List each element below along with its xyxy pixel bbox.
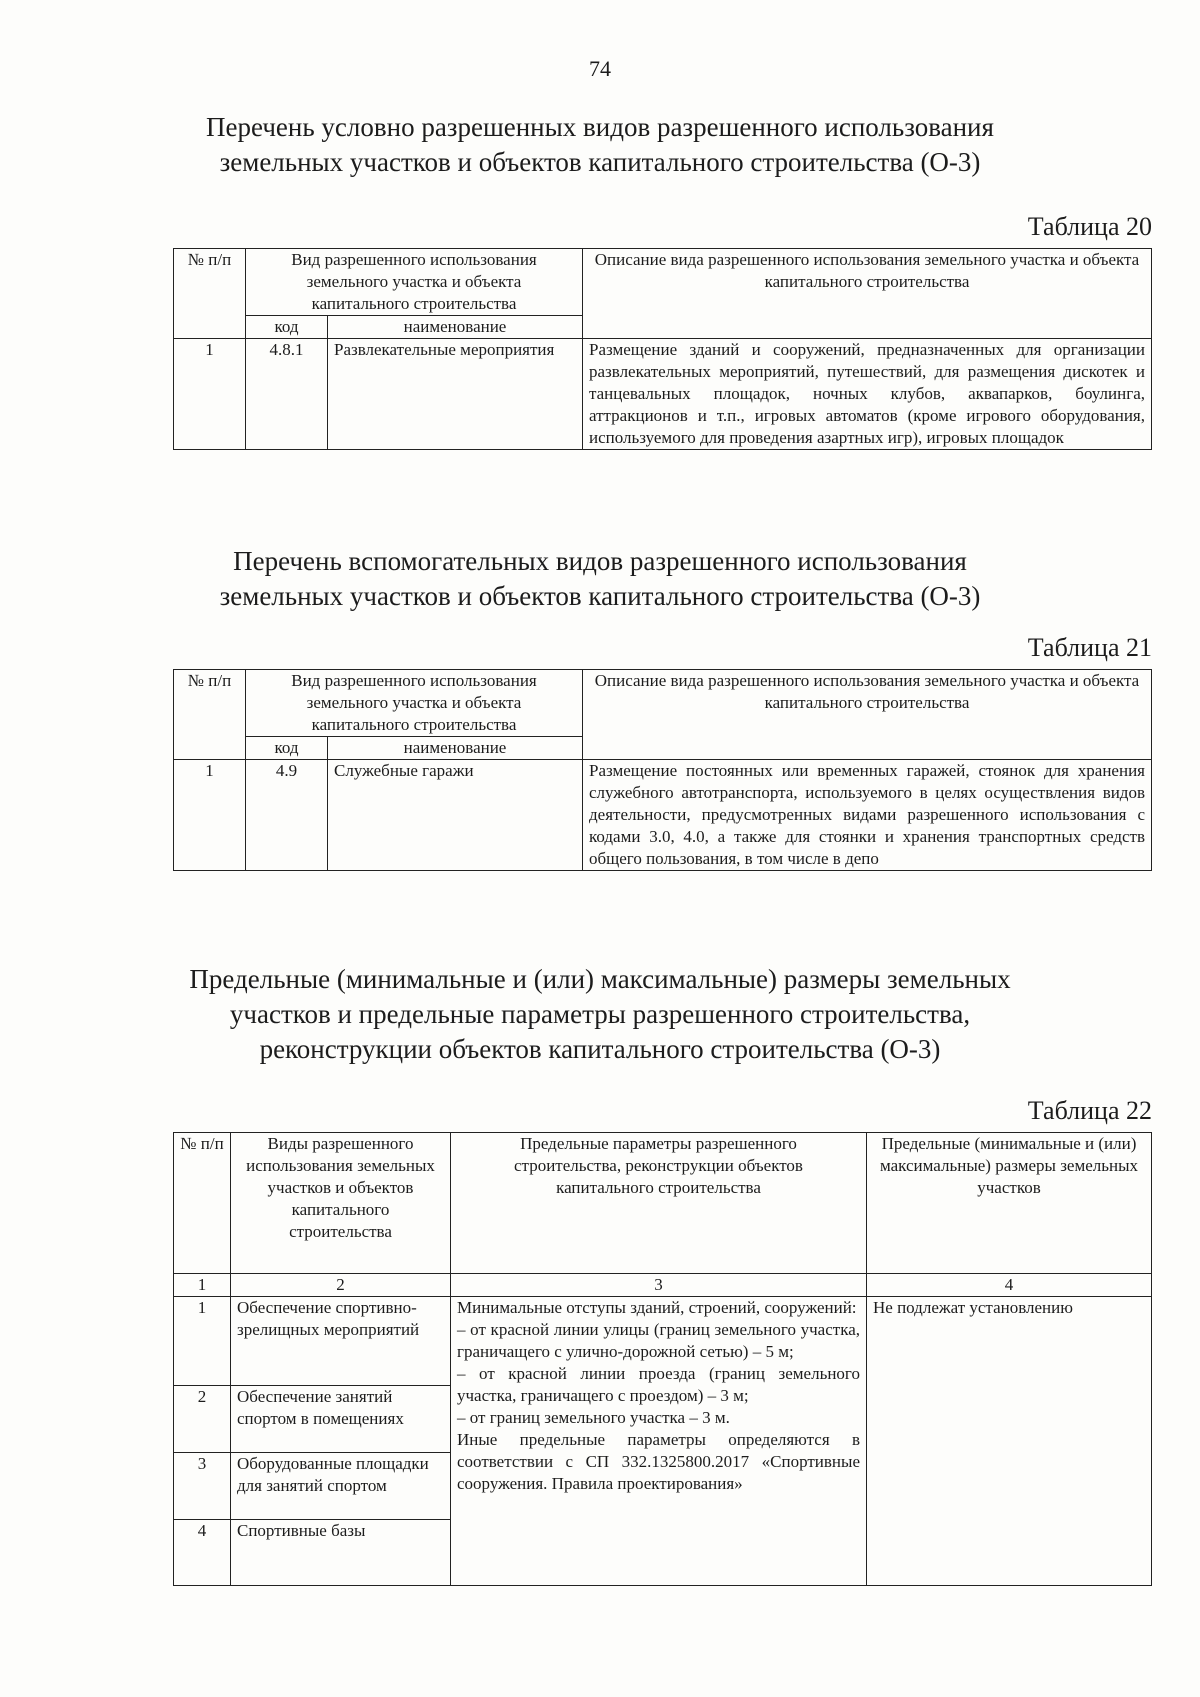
params-item: – от красной линии проезда (границ земельного участка, граничащего с проездом) – 3 м; bbox=[457, 1364, 860, 1405]
header-kinds: Виды разрешенного использования земельных участков и объектов капитального строительства bbox=[231, 1133, 451, 1274]
row-kind: Обеспечение спортивно-зрелищных мероприятий bbox=[231, 1297, 451, 1386]
header-sizes: Предельные (минимальные и (или) максимальные) размеры земельных участков bbox=[867, 1133, 1152, 1274]
row-num: 1 bbox=[174, 1297, 231, 1386]
row-code: 4.8.1 bbox=[246, 339, 328, 450]
column-numbers-row bbox=[174, 1274, 1152, 1297]
header-code: код bbox=[246, 316, 328, 339]
section-title-line: земельных участков и объектов капитального строительства (О-3) bbox=[219, 147, 981, 177]
row-kind: Спортивные базы bbox=[231, 1520, 451, 1586]
section-title-line: земельных участков и объектов капитального строительства (О-3) bbox=[219, 581, 981, 611]
section-title-limits bbox=[120, 962, 1080, 1067]
params-note: Иные предельные параметры определяются в соответствии с СП 332.1325800.2017 «Спортивные сооружения. Правила проектирования» bbox=[457, 1430, 860, 1493]
column-number: 4 bbox=[867, 1274, 1152, 1297]
row-description: Размещение постоянных или временных гаражей, стоянок для хранения служебного автотранспорта, используемого в целях осуществления видов деятельности, предусмотренных видами разрешенного использования с кодами 3.0, 4.0, а также для стоянки и хранения транспортных средств общего пользования, в том числе в депо bbox=[583, 760, 1152, 871]
section-title-line: Предельные (минимальные и (или) максимальные) размеры земельных bbox=[189, 964, 1011, 994]
row-num: 4 bbox=[174, 1520, 231, 1586]
section-title-conditional-uses bbox=[120, 110, 1080, 180]
header-kind: Вид разрешенного использования земельного участка и объекта капитального строительства bbox=[246, 670, 583, 737]
row-num: 2 bbox=[174, 1386, 231, 1453]
section-title-auxiliary-uses bbox=[120, 544, 1080, 614]
row-num: 3 bbox=[174, 1453, 231, 1520]
table-row bbox=[174, 339, 1152, 450]
header-num: № п/п bbox=[174, 1133, 231, 1274]
section-title-line: Перечень вспомогательных видов разрешенного использования bbox=[233, 546, 967, 576]
table-row bbox=[174, 1297, 1152, 1386]
column-number: 3 bbox=[451, 1274, 867, 1297]
params-item: – от красной линии улицы (границ земельного участка, граничащего с улично-дорожной сетью) – 5 м; bbox=[457, 1320, 860, 1361]
header-name: наименование bbox=[328, 737, 583, 760]
table-21 bbox=[173, 669, 1152, 871]
section-title-line: реконструкции объектов капитального строительства (О-3) bbox=[259, 1034, 941, 1064]
header-num: № п/п bbox=[174, 249, 246, 339]
column-number: 2 bbox=[231, 1274, 451, 1297]
header-description: Описание вида разрешенного использования земельного участка и объекта капитального строительства bbox=[583, 670, 1152, 760]
table-caption: Таблица 20 bbox=[1027, 212, 1152, 241]
row-description: Размещение зданий и сооружений, предназначенных для организации развлекательных мероприятий, путешествий, для размещения дискотек и танцевальных площадок, ночных клубов, аквапарков, боулинга, аттракционов и т.п., игровых автоматов (кроме игрового оборудования, используемого для проведения азартных игр), игровых площадок bbox=[583, 339, 1152, 450]
header-name: наименование bbox=[328, 316, 583, 339]
table-caption: Таблица 21 bbox=[1027, 633, 1152, 662]
params-item: – от границ земельного участка – 3 м. bbox=[457, 1408, 730, 1427]
header-num: № п/п bbox=[174, 670, 246, 760]
table-22 bbox=[173, 1132, 1152, 1586]
row-name: Служебные гаражи bbox=[328, 760, 583, 871]
row-kind: Обеспечение занятий спортом в помещениях bbox=[231, 1386, 451, 1453]
header-params: Предельные параметры разрешенного строительства, реконструкции объектов капитального строительства bbox=[451, 1133, 867, 1274]
section-title-line: участков и предельные параметры разрешенного строительства, bbox=[229, 999, 971, 1029]
table-caption: Таблица 22 bbox=[1027, 1096, 1152, 1125]
header-code: код bbox=[246, 737, 328, 760]
params-cell bbox=[451, 1297, 867, 1586]
row-num: 1 bbox=[174, 339, 246, 450]
sizes-cell: Не подлежат установлению bbox=[867, 1297, 1152, 1586]
header-description: Описание вида разрешенного использования земельного участка и объекта капитального строительства bbox=[583, 249, 1152, 339]
row-code: 4.9 bbox=[246, 760, 328, 871]
table-row bbox=[174, 760, 1152, 871]
section-title-line: Перечень условно разрешенных видов разрешенного использования bbox=[206, 112, 994, 142]
table-20 bbox=[173, 248, 1152, 450]
header-kind: Вид разрешенного использования земельного участка и объекта капитального строительства bbox=[246, 249, 583, 316]
row-kind: Оборудованные площадки для занятий спортом bbox=[231, 1453, 451, 1520]
params-text: Минимальные отступы зданий, строений, сооружений: bbox=[457, 1298, 857, 1317]
column-number: 1 bbox=[174, 1274, 231, 1297]
row-num: 1 bbox=[174, 760, 246, 871]
page-number: 74 bbox=[589, 56, 611, 81]
row-name: Развлекательные мероприятия bbox=[328, 339, 583, 450]
